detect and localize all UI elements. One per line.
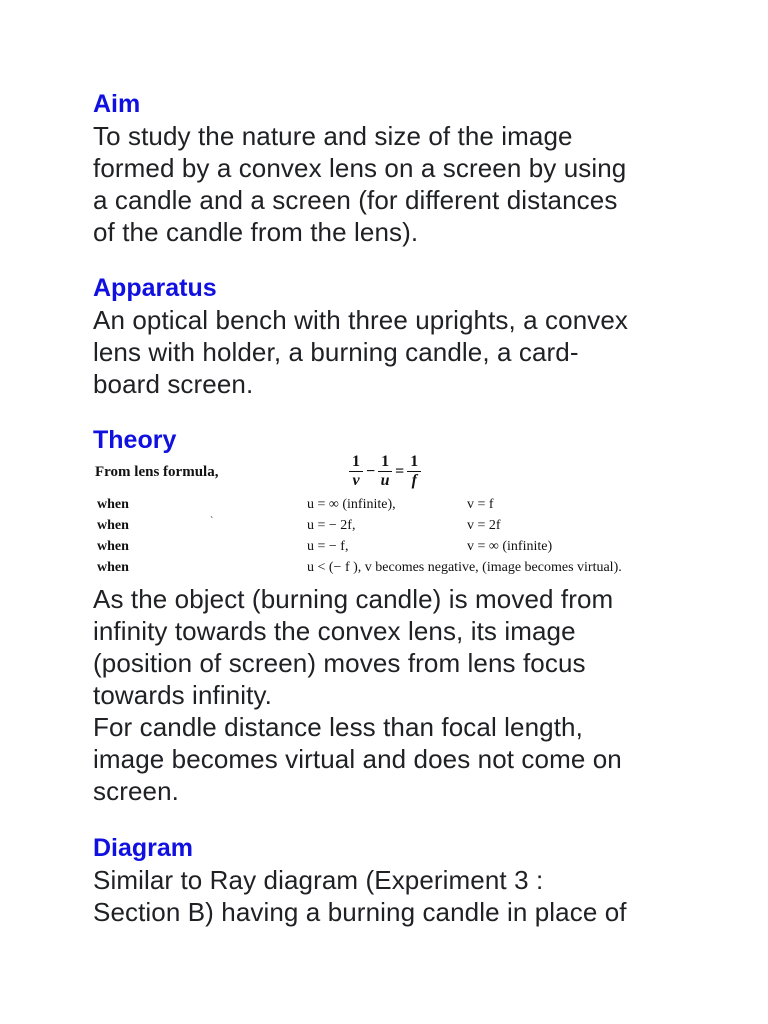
theory-line: towards infinity. <box>93 680 272 710</box>
apparatus-section <box>93 272 693 400</box>
theory-line: image becomes virtual and does not come on <box>93 744 622 774</box>
apparatus-line: lens with holder, a burning candle, a card- <box>93 337 579 367</box>
apparatus-line: An optical bench with three uprights, a convex <box>93 305 629 335</box>
diagram-line: Similar to Ray diagram (Experiment 3 : <box>93 865 544 895</box>
apparatus-heading: Apparatus <box>93 274 217 302</box>
fraction-1-over-u: $\frac{1}{u}$ <box>378 454 392 489</box>
aim-line: To study the nature and size of the image <box>93 121 573 151</box>
theory-text-section <box>93 583 693 807</box>
fraction-1-over-v: $\frac{1}{v}$ <box>349 454 363 489</box>
theory-heading: Theory <box>93 426 177 454</box>
fraction-1-over-f: $\frac{1}{f}$ <box>407 454 421 489</box>
equals-operator: = <box>395 462 405 480</box>
theory-text <box>93 583 693 807</box>
theory-line: screen. <box>93 776 179 806</box>
lens-formula-image: From lens formula, $\frac{1}{v}$ − $\frac{1}{u}$ = $\frac{1}{f}$ when u = ∞ (infinite), v = f ` when u = − 2f, v = 2f when u = − f, v = ∞ (infinite) when u < (− f ), v becomes negative, (image becomes virtual). <box>95 453 622 575</box>
theory-line: For candle distance less than focal length, <box>93 712 583 742</box>
theory-line: As the object (burning candle) is moved from <box>93 584 614 614</box>
diagram-line: Section B) having a burning candle in place of <box>93 897 627 927</box>
aim-line: of the candle from the lens). <box>93 217 419 247</box>
stray-mark: ` <box>210 516 214 527</box>
diagram-text <box>93 864 693 928</box>
aim-section <box>93 88 693 248</box>
formula-intro: From lens formula, <box>95 464 219 480</box>
aim-line: a candle and a screen (for different distances <box>93 185 618 215</box>
theory-line: infinity towards the convex lens, its image <box>93 616 576 646</box>
lens-equation <box>347 454 423 489</box>
aim-line: formed by a convex lens on a screen by using <box>93 153 627 183</box>
theory-line: (position of screen) moves from lens focus <box>93 648 586 678</box>
aim-text <box>93 120 693 248</box>
minus-operator: − <box>366 462 376 480</box>
aim-heading: Aim <box>93 90 141 118</box>
apparatus-line: board screen. <box>93 369 254 399</box>
apparatus-text <box>93 304 693 400</box>
diagram-section <box>93 832 693 928</box>
diagram-heading: Diagram <box>93 834 194 862</box>
